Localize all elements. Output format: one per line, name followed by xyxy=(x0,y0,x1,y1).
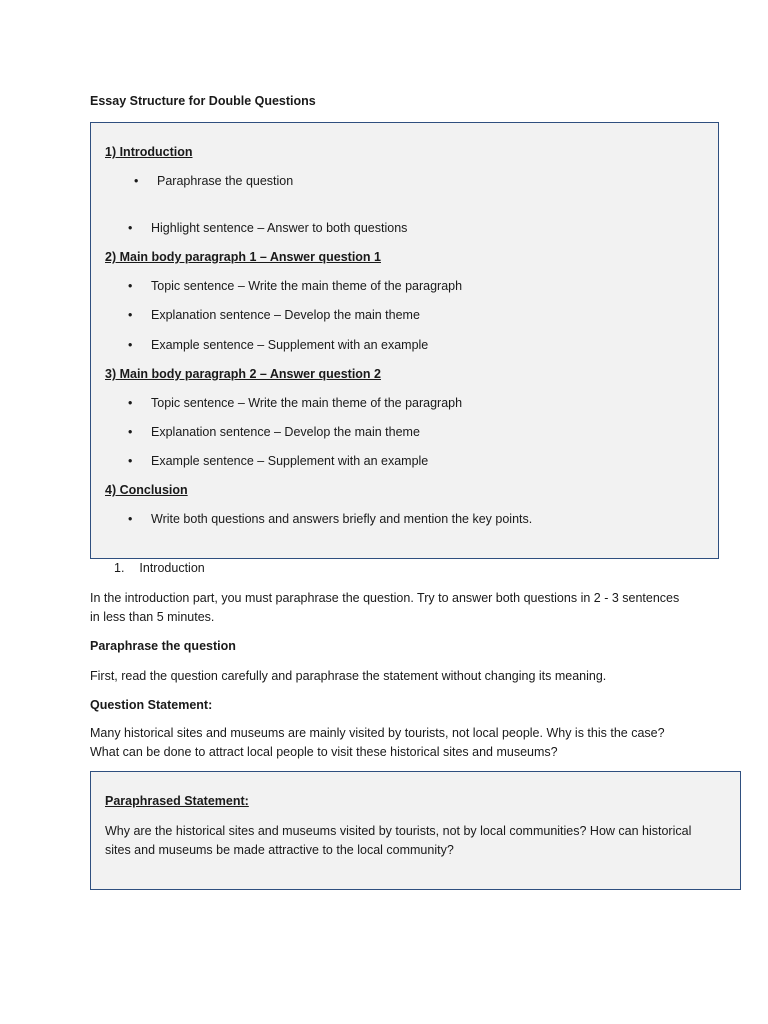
bullet-text: Topic sentence – Write the main theme of the paragraph xyxy=(151,396,463,410)
body1-bullet-2 xyxy=(128,308,420,322)
intro-paragraph: In the introduction part, you must paraphrase the question. Try to answer both questions in 2 - 3 sentences in less than 5 minutes. xyxy=(90,591,680,624)
intro-heading: 1) Introduction xyxy=(105,145,193,159)
bullet-icon: • xyxy=(128,396,133,410)
bullet-icon: • xyxy=(128,454,133,468)
paraphrased-text: Why are the historical sites and museums visited by tourists, not by local communities? How can historical sites and museums be made attractive to the local community? xyxy=(105,824,692,857)
paraphrased-heading: Paraphrased Statement: xyxy=(105,794,249,808)
list-label: Introduction xyxy=(139,561,205,575)
intro-bullet-1 xyxy=(134,174,294,188)
bullet-icon: • xyxy=(128,279,133,293)
bullet-icon: • xyxy=(128,338,133,352)
intro-bullet-2 xyxy=(128,221,408,235)
body1-heading: 2) Main body paragraph 1 – Answer question 1 xyxy=(105,250,381,264)
bullet-text: Write both questions and answers briefly and mention the key points. xyxy=(151,512,533,526)
body2-bullet-3 xyxy=(128,454,429,468)
paraphrased-statement-box xyxy=(90,771,741,890)
question-heading: Question Statement: xyxy=(90,698,213,712)
bullet-text: Topic sentence – Write the main theme of the paragraph xyxy=(151,279,463,293)
body1-bullet-3 xyxy=(128,338,429,352)
question-paragraph: Many historical sites and museums are mainly visited by tourists, not local people. Why is this the case? What can be done to attract local people to visit these historical sites and museums? xyxy=(90,726,665,759)
bullet-text: Highlight sentence – Answer to both questions xyxy=(151,221,408,235)
bullet-icon: • xyxy=(128,425,133,439)
bullet-icon: • xyxy=(128,512,133,526)
bullet-text: Example sentence – Supplement with an example xyxy=(151,338,429,352)
paraphrase-paragraph: First, read the question carefully and paraphrase the statement without changing its meaning. xyxy=(90,669,607,683)
conclusion-bullet-1 xyxy=(128,512,533,526)
conclusion-heading: 4) Conclusion xyxy=(105,483,188,497)
bullet-icon: • xyxy=(128,308,133,322)
body2-bullet-2 xyxy=(128,425,420,439)
bullet-text: Example sentence – Supplement with an example xyxy=(151,454,429,468)
body1-bullet-1 xyxy=(128,279,463,293)
list-number: 1. xyxy=(114,561,125,575)
paraphrase-heading: Paraphrase the question xyxy=(90,639,236,653)
body2-bullet-1 xyxy=(128,396,463,410)
body2-heading: 3) Main body paragraph 2 – Answer question 2 xyxy=(105,367,381,381)
bullet-icon: • xyxy=(134,174,139,188)
bullet-icon: • xyxy=(128,221,133,235)
essay-structure-box xyxy=(90,122,719,559)
bullet-text: Paraphrase the question xyxy=(157,174,294,188)
numbered-list-item xyxy=(114,561,205,575)
bullet-text: Explanation sentence – Develop the main theme xyxy=(151,425,420,439)
page-title: Essay Structure for Double Questions xyxy=(90,94,316,108)
bullet-text: Explanation sentence – Develop the main theme xyxy=(151,308,420,322)
